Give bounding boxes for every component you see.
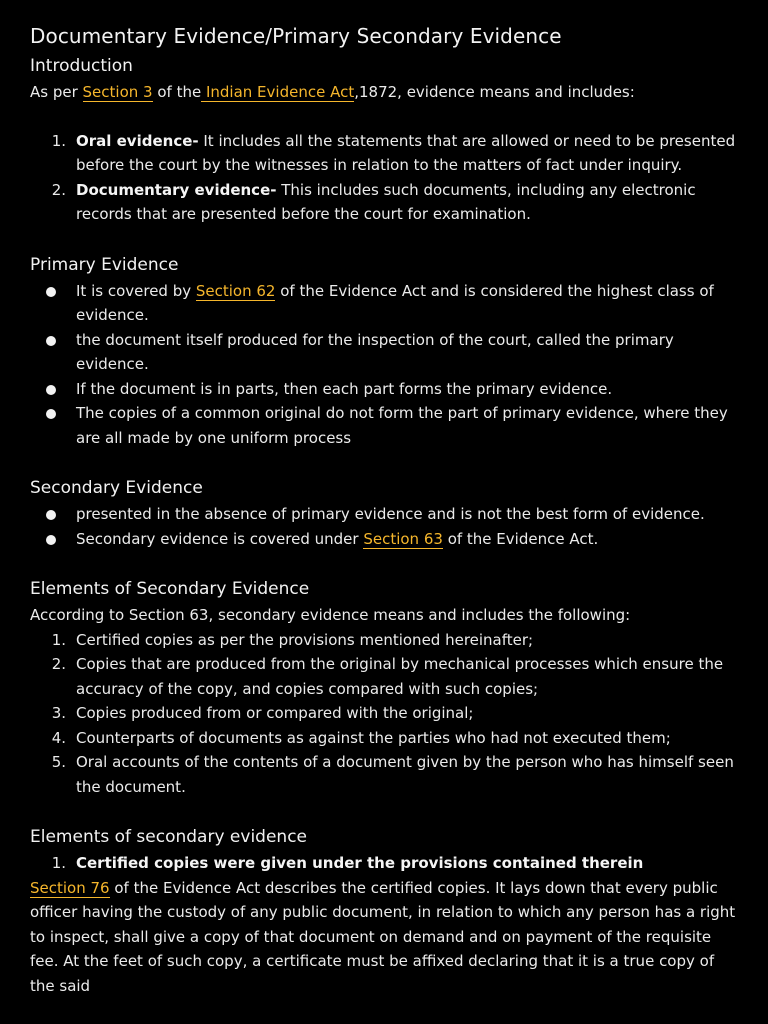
- list-item: [30, 701, 738, 726]
- list-number: 2.: [51, 655, 66, 673]
- list-item-text: The copies of a common original do not form the part of primary evidence, where they are all made by one uniform process: [76, 404, 728, 447]
- list-item: [30, 178, 738, 227]
- certified-copies-term: Certified copies were given under the provisions contained therein: [76, 854, 644, 872]
- list-item-text: of the Evidence Act.: [442, 529, 599, 548]
- list-item: [30, 726, 738, 751]
- list-number: 1.: [51, 854, 66, 872]
- section-76-paragraph: [30, 876, 738, 999]
- list-number: 3.: [51, 704, 66, 722]
- list-number: 2.: [51, 180, 66, 199]
- list-item-text: Oral accounts of the contents of a document given by the person who has himself seen the document.: [76, 753, 734, 796]
- paragraph-text: of the Evidence Act describes the certified copies. It lays down that every public officer having the custody of any public document, in relation to which any person has a right to inspect, shall give a copy of that document on demand and on payment of the requisite fee. At the feet of such copy, a certificate must be affixed declaring that it is a true copy of the said: [30, 878, 736, 995]
- intro-paragraph: [30, 80, 738, 105]
- indian-evidence-act-link[interactable]: Indian Evidence Act: [201, 83, 355, 101]
- list-item-text: It includes all the statements that are allowed or need to be presented before the court by the witnesses in relation to the matters of fact under inquiry.: [76, 131, 736, 174]
- elements-detail-list: [30, 851, 738, 876]
- bullet-icon: [46, 535, 56, 545]
- list-item-text: Secondary evidence is covered under: [76, 529, 364, 548]
- evidence-types-list: [30, 129, 738, 227]
- bullet-icon: [46, 336, 56, 346]
- list-item-text: the document itself produced for the inspection of the court, called the primary evidence.: [76, 330, 674, 373]
- list-item-text: Copies produced from or compared with the original;: [76, 704, 474, 722]
- list-item-text: Certified copies as per the provisions mentioned hereinafter;: [76, 630, 534, 649]
- list-item: [30, 279, 738, 328]
- bullet-icon: [46, 287, 56, 297]
- secondary-evidence-list: [30, 502, 738, 551]
- bullet-icon: [46, 385, 56, 395]
- elements-intro: According to Section 63, secondary evidence means and includes the following:: [30, 606, 631, 624]
- list-item: [30, 527, 738, 552]
- intro-text-mid: of the: [152, 83, 202, 101]
- elements-detail-heading: Elements of secondary evidence: [30, 827, 308, 847]
- elements-heading: Elements of Secondary Evidence: [30, 579, 310, 599]
- list-number: 1.: [51, 630, 66, 649]
- section-63-link[interactable]: Section 63: [363, 529, 443, 548]
- list-number: 1.: [51, 131, 66, 150]
- bullet-icon: [46, 409, 56, 419]
- list-item: [30, 377, 738, 402]
- list-item: [30, 401, 738, 450]
- list-item: [30, 628, 738, 653]
- intro-heading: Introduction: [30, 56, 133, 76]
- documentary-evidence-term: Documentary evidence-: [76, 180, 277, 199]
- list-item: [30, 328, 738, 377]
- list-item: [30, 652, 738, 701]
- section-62-link[interactable]: Section 62: [195, 281, 276, 300]
- oral-evidence-term: Oral evidence-: [76, 131, 199, 150]
- list-item-text: Counterparts of documents as against the parties who had not executed them;: [76, 728, 671, 747]
- primary-evidence-heading: Primary Evidence: [30, 254, 179, 275]
- intro-text-after: ,1872, evidence means and includes:: [354, 83, 635, 101]
- section-3-link[interactable]: Section 3: [82, 83, 153, 101]
- secondary-evidence-heading: Secondary Evidence: [30, 478, 203, 498]
- list-item: [30, 750, 738, 799]
- list-item-text: It is covered by: [76, 281, 196, 300]
- intro-text-before: As per: [30, 83, 83, 101]
- list-item-text: If the document is in parts, then each part forms the primary evidence.: [76, 379, 613, 398]
- list-item: [30, 851, 738, 876]
- list-item-text: presented in the absence of primary evidence and is not the best form of evidence.: [76, 505, 705, 523]
- section-76-link[interactable]: Section 76: [30, 878, 110, 897]
- list-item-text: Copies that are produced from the original by mechanical processes which ensure the accuracy of the copy, and copies compared with such copies;: [76, 655, 724, 698]
- list-item: [30, 502, 738, 527]
- list-item-text: of the Evidence Act and is considered the highest class of evidence.: [76, 281, 714, 324]
- list-item-text: This includes such documents, including any electronic records that are presented before the court for examination.: [76, 180, 696, 223]
- list-item: [30, 129, 738, 178]
- primary-evidence-list: [30, 279, 738, 451]
- list-number: 5.: [51, 753, 66, 771]
- elements-list: [30, 628, 738, 800]
- bullet-icon: [46, 510, 56, 520]
- page-title: Documentary Evidence/Primary Secondary Evidence: [30, 24, 562, 48]
- list-number: 4.: [51, 728, 66, 747]
